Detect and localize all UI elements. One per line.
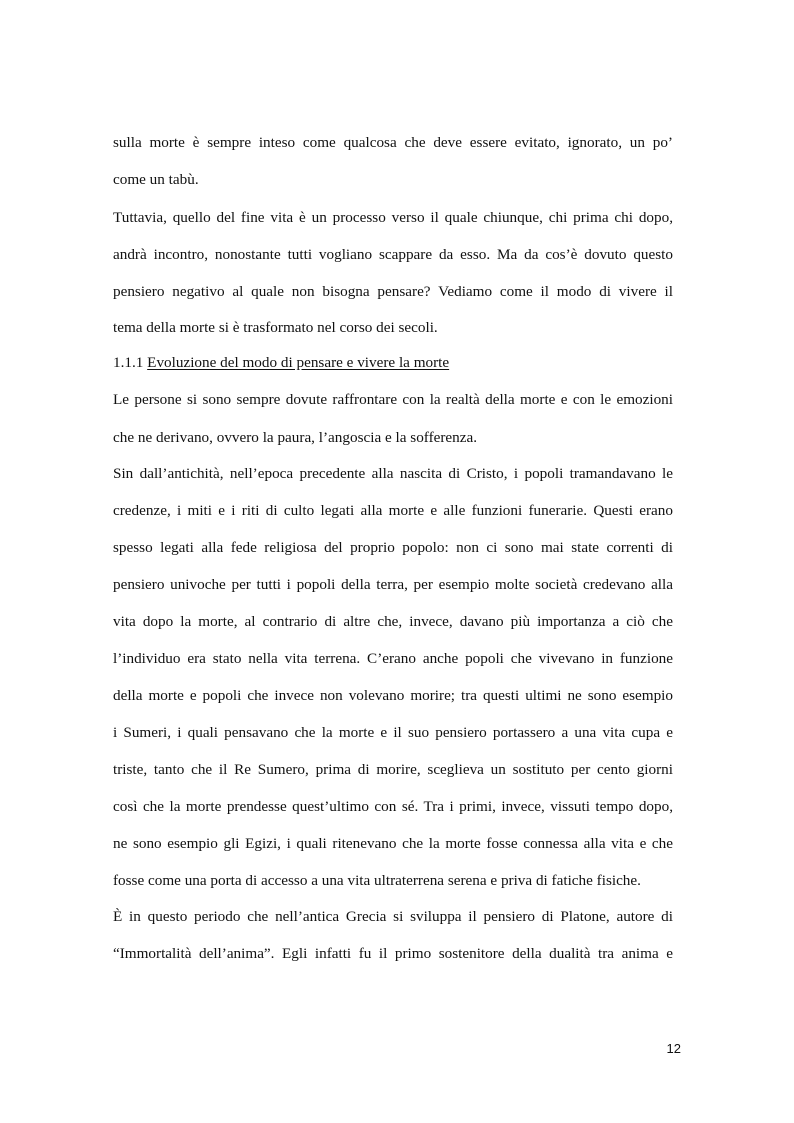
- paragraph-line: Tuttavia, quello del fine vita è un processo verso il quale chiunque, chi prima chi dopo,: [113, 209, 673, 226]
- paragraph-line: così che la morte prendesse quest’ultimo con sé. Tra i primi, invece, vissuti tempo dopo,: [113, 798, 673, 815]
- section-heading: [113, 353, 673, 373]
- paragraph-line: sulla morte è sempre inteso come qualcosa che deve essere evitato, ignorato, un po’: [113, 134, 673, 151]
- paragraph-line: triste, tanto che il Re Sumero, prima di morire, sceglieva un sostituto per cento giorni: [113, 761, 673, 778]
- paragraph-line: pensiero univoche per tutti i popoli della terra, per esempio molte società credevano alla: [113, 576, 673, 593]
- paragraph-line: l’individuo era stato nella vita terrena. C’erano anche popoli che vivevano in funzione: [113, 650, 673, 667]
- paragraph-line: andrà incontro, nonostante tutti vogliano scappare da esso. Ma da cos’è dovuto questo: [113, 246, 673, 263]
- paragraph-line: Sin dall’antichità, nell’epoca precedente alla nascita di Cristo, i popoli tramandavano le: [113, 465, 673, 482]
- page-number: 12: [666, 1041, 681, 1056]
- paragraph-line: Le persone si sono sempre dovute raffrontare con la realtà della morte e con le emozioni: [113, 391, 673, 408]
- section-title: Evoluzione del modo di pensare e vivere la morte: [147, 354, 450, 371]
- paragraph-line: spesso legati alla fede religiosa del proprio popolo: non ci sono mai state correnti di: [113, 539, 673, 556]
- paragraph-line: vita dopo la morte, al contrario di altre che, invece, davano più importanza a ciò che: [113, 613, 673, 630]
- paragraph-line: che ne derivano, ovvero la paura, l’angoscia e la sofferenza.: [113, 429, 478, 446]
- paragraph-line: È in questo periodo che nell’antica Grecia si sviluppa il pensiero di Platone, autore di: [113, 908, 673, 925]
- paragraph-line: credenze, i miti e i riti di culto legati alla morte e alle funzioni funerarie. Questi erano: [113, 502, 673, 519]
- paragraph-line: pensiero negativo al quale non bisogna pensare? Vediamo come il modo di vivere il: [113, 283, 673, 300]
- paragraph-line: i Sumeri, i quali pensavano che la morte e il suo pensiero portassero a una vita cupa e: [113, 724, 673, 741]
- paragraph-line: come un tabù.: [113, 171, 199, 188]
- paragraph-line: tema della morte si è trasformato nel corso dei secoli.: [113, 319, 438, 336]
- paragraph-line: della morte e popoli che invece non volevano morire; tra questi ultimi ne sono esempio: [113, 687, 673, 704]
- section-number: 1.1.1: [113, 354, 144, 371]
- paragraph-line: “Immortalità dell’anima”. Egli infatti fu il primo sostenitore della dualità tra anima e: [113, 945, 673, 962]
- paragraph-line: fosse come una porta di accesso a una vita ultraterrena serena e priva di fatiche fisiche.: [113, 872, 641, 889]
- paragraph-line: ne sono esempio gli Egizi, i quali ritenevano che la morte fosse connessa alla vita e che: [113, 835, 673, 852]
